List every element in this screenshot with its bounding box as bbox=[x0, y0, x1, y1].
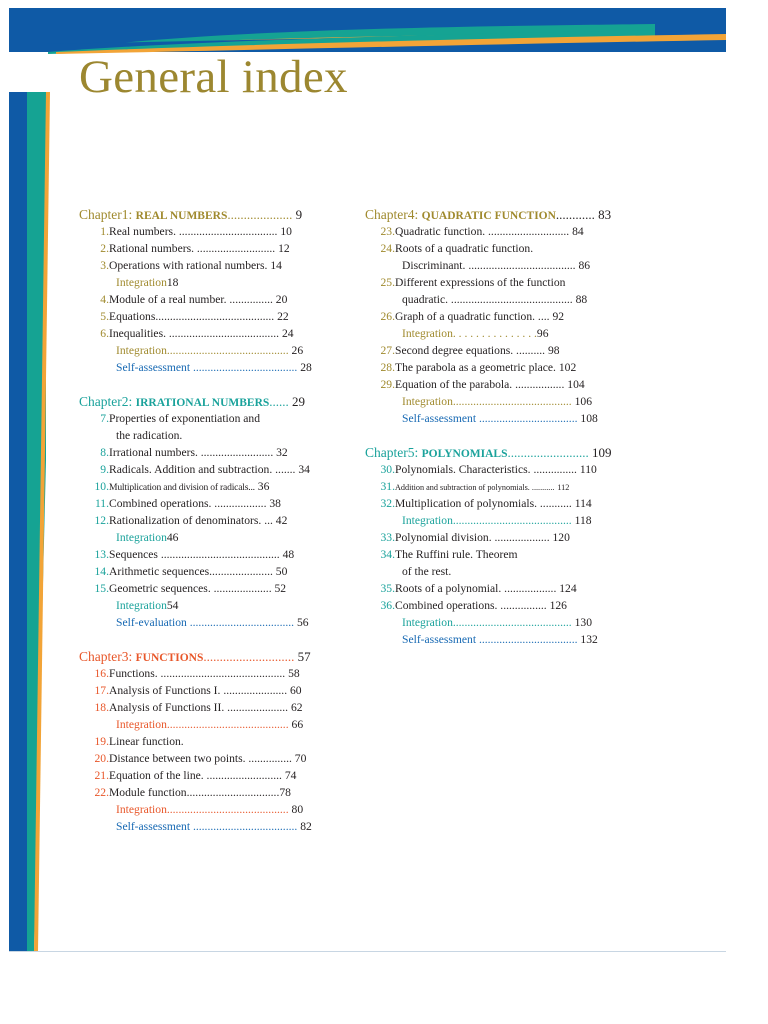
toc-self-assessment[interactable] bbox=[79, 818, 341, 835]
entry-title: Second degree equations. .......... bbox=[395, 344, 546, 357]
toc-entry-10[interactable] bbox=[79, 478, 341, 495]
page-number: 26 bbox=[291, 344, 304, 357]
entry-title: Equation of the line. .......................... bbox=[109, 769, 282, 782]
toc-entry-11[interactable] bbox=[79, 495, 341, 512]
entry-number: 6. bbox=[100, 327, 109, 340]
entry-title: Integration bbox=[116, 531, 167, 544]
page-number: 66 bbox=[291, 718, 304, 731]
entry-title: Self-assessment .................................. bbox=[402, 412, 578, 425]
entry-number: 17. bbox=[94, 684, 109, 697]
toc-entry-4[interactable] bbox=[79, 291, 341, 308]
toc-integration[interactable] bbox=[79, 342, 341, 359]
toc-entry-18[interactable] bbox=[79, 699, 341, 716]
entry-number: 2. bbox=[100, 242, 109, 255]
entry-title: of the rest. bbox=[402, 565, 452, 578]
page-number: 57 bbox=[297, 649, 311, 664]
chapter-name: FUNCTIONS bbox=[135, 652, 204, 664]
page-number: 58 bbox=[288, 667, 300, 680]
entry-title: Rational numbers. ........................... bbox=[109, 242, 276, 255]
toc-entry-8[interactable] bbox=[79, 444, 341, 461]
page-number: 32 bbox=[276, 446, 288, 459]
entry-title: Graph of a quadratic function. .... bbox=[395, 310, 550, 323]
leader-dots: ............................ bbox=[203, 649, 295, 664]
page-number: 50 bbox=[275, 565, 288, 578]
entry-title: Module of a real number. ............... bbox=[109, 293, 273, 306]
page-number: 38 bbox=[269, 497, 281, 510]
entry-title: Equations......................................... bbox=[109, 310, 275, 323]
entry-number: 19. bbox=[94, 735, 109, 748]
sidebar-navy-band bbox=[9, 92, 27, 951]
page-number: 48 bbox=[282, 548, 295, 561]
entry-title: Quadratic function. ............................ bbox=[395, 225, 570, 238]
chapter-number: 4: bbox=[407, 207, 422, 222]
entry-number: 28. bbox=[380, 361, 395, 374]
leader-dots: ......................... bbox=[507, 445, 589, 460]
entry-number: 30. bbox=[380, 463, 395, 476]
toc-entry-26[interactable] bbox=[365, 308, 641, 325]
page-number: 102 bbox=[558, 361, 577, 374]
page-number: 46 bbox=[166, 531, 179, 544]
entry-title: Discriminant. ..................................... bbox=[402, 259, 576, 272]
toc-entry-7-continued[interactable] bbox=[79, 427, 341, 444]
entry-number: 34. bbox=[380, 548, 395, 561]
entry-title: Different expressions of the function bbox=[395, 276, 566, 289]
toc-entry-20[interactable] bbox=[79, 750, 341, 767]
toc-entry-7[interactable] bbox=[79, 410, 341, 427]
toc-integration[interactable] bbox=[79, 597, 341, 614]
entry-number: 27. bbox=[380, 344, 395, 357]
chapter-word: Chapter bbox=[79, 649, 122, 664]
entry-title: Analysis of Functions II. ..................... bbox=[109, 701, 289, 714]
toc-entry-1[interactable] bbox=[79, 223, 341, 240]
toc-entry-14[interactable] bbox=[79, 563, 341, 580]
leader-dots: .................... bbox=[227, 207, 293, 222]
entry-number: 5. bbox=[100, 310, 109, 323]
page-number: 56 bbox=[296, 616, 309, 629]
entry-number: 32. bbox=[380, 497, 395, 510]
page-number: 88 bbox=[575, 293, 588, 306]
entry-title: Radicals. Addition and subtraction. ....... bbox=[109, 463, 296, 476]
toc-self-assessment[interactable] bbox=[365, 410, 641, 427]
chapter-number: 5: bbox=[407, 445, 422, 460]
entry-title: Self-assessment .................................... bbox=[116, 820, 298, 833]
entry-number: 13. bbox=[94, 548, 109, 561]
chapter-2-heading[interactable] bbox=[79, 393, 341, 410]
toc-entry-9[interactable] bbox=[79, 461, 341, 478]
toc-integration[interactable] bbox=[365, 512, 641, 529]
toc-entry-17[interactable] bbox=[79, 682, 341, 699]
toc-integration[interactable] bbox=[365, 614, 641, 631]
toc-entry-5[interactable] bbox=[79, 308, 341, 325]
entry-number: 14. bbox=[94, 565, 109, 578]
entry-title: Properties of exponentiation and bbox=[109, 412, 261, 425]
chapter-number: 2: bbox=[121, 394, 136, 409]
page-number: 78 bbox=[279, 786, 291, 799]
entry-title: Inequalities. ...................................... bbox=[109, 327, 280, 340]
page-bottom-rule bbox=[9, 951, 726, 952]
toc-self-assessment[interactable] bbox=[365, 631, 641, 648]
page-number: 70 bbox=[294, 752, 307, 765]
entry-title: Self-evaluation .................................... bbox=[116, 616, 295, 629]
toc-self-evaluation[interactable] bbox=[79, 614, 341, 631]
entry-title: Integration......................................... bbox=[402, 616, 572, 629]
chapter-number: 1: bbox=[121, 207, 136, 222]
entry-title: Integration. . . . . . . . . . . . . . . bbox=[402, 327, 537, 340]
chapter-4-heading[interactable] bbox=[365, 206, 641, 223]
entry-title: Self-assessment .................................. bbox=[402, 633, 578, 646]
page-number: 24 bbox=[281, 327, 294, 340]
entry-title: Integration bbox=[116, 276, 167, 289]
entry-title: Combined operations. ................ bbox=[395, 599, 547, 612]
entry-number: 26. bbox=[380, 310, 395, 323]
page-number: 34 bbox=[298, 463, 310, 476]
page-number: 84 bbox=[572, 225, 584, 238]
toc-entry-15[interactable] bbox=[79, 580, 341, 597]
entry-title: Integration.......................................... bbox=[116, 344, 289, 357]
page-number: 12 bbox=[278, 242, 290, 255]
entry-title: Functions. ........................................... bbox=[109, 667, 286, 680]
entry-number: 22. bbox=[94, 786, 109, 799]
page-number: 126 bbox=[549, 599, 567, 612]
toc-entry-32[interactable] bbox=[365, 495, 641, 512]
entry-title: Integration......................................... bbox=[402, 514, 572, 527]
page-number: 112 bbox=[557, 483, 570, 492]
entry-number: 8. bbox=[100, 446, 109, 459]
page-number: 28 bbox=[300, 361, 312, 374]
page-number: 120 bbox=[552, 531, 570, 544]
page-number: 22 bbox=[277, 310, 289, 323]
toc-entry-31[interactable] bbox=[365, 478, 641, 495]
page-number: 14 bbox=[270, 259, 282, 272]
entry-title: Operations with rational numbers. bbox=[109, 259, 268, 272]
page-number: 106 bbox=[574, 395, 592, 408]
entry-number: 21. bbox=[94, 769, 109, 782]
entry-title: The parabola as a geometric place. bbox=[395, 361, 556, 374]
entry-title: Real numbers. .................................. bbox=[109, 225, 278, 238]
entry-number: 25. bbox=[380, 276, 395, 289]
toc-entry-24-continued[interactable] bbox=[365, 257, 641, 274]
page-number: 96 bbox=[536, 327, 549, 340]
page-number: 54 bbox=[166, 599, 179, 612]
entry-number: 9. bbox=[100, 463, 109, 476]
toc-integration[interactable] bbox=[79, 529, 341, 546]
chapter-word: Chapter bbox=[365, 207, 408, 222]
chapter-name: REAL NUMBERS bbox=[135, 210, 228, 222]
entry-number: 3. bbox=[100, 259, 109, 272]
entry-title: Distance between two points. ............... bbox=[109, 752, 292, 765]
chapter-word: Chapter bbox=[79, 207, 122, 222]
page-number: 9 bbox=[295, 207, 303, 222]
chapter-name: POLYNOMIALS bbox=[421, 448, 508, 460]
page-number: 52 bbox=[274, 582, 287, 595]
entry-number: 16. bbox=[94, 667, 109, 680]
toc-entry-30[interactable] bbox=[365, 461, 641, 478]
toc-entry-25-continued[interactable] bbox=[365, 291, 641, 308]
toc-entry-24[interactable] bbox=[365, 240, 641, 257]
entry-title: Equation of the parabola. ................. bbox=[395, 378, 565, 391]
entry-number: 24. bbox=[380, 242, 395, 255]
toc-entry-25[interactable] bbox=[365, 274, 641, 291]
page-number: 86 bbox=[578, 259, 591, 272]
toc-entry-6[interactable] bbox=[79, 325, 341, 342]
entry-title: the radication. bbox=[116, 429, 183, 442]
entry-title: Integration bbox=[116, 599, 167, 612]
entry-title: Polynomial division. ................... bbox=[395, 531, 550, 544]
page-number: 18 bbox=[166, 276, 179, 289]
toc-entry-28[interactable] bbox=[365, 359, 641, 376]
entry-number: 36. bbox=[380, 599, 395, 612]
page-number: 114 bbox=[574, 497, 592, 510]
entry-title: Self-assessment .................................... bbox=[116, 361, 298, 374]
toc-entry-2[interactable] bbox=[79, 240, 341, 257]
index-column-right bbox=[365, 206, 641, 648]
toc-entry-33[interactable] bbox=[365, 529, 641, 546]
entry-number: 10. bbox=[94, 480, 109, 493]
entry-title: Geometric sequences. .................... bbox=[109, 582, 272, 595]
entry-title: Combined operations. .................. bbox=[109, 497, 267, 510]
toc-entry-23[interactable] bbox=[365, 223, 641, 240]
entry-title: Irrational numbers. ......................... bbox=[109, 446, 274, 459]
entry-number: 18. bbox=[94, 701, 109, 714]
chapter-1-heading[interactable] bbox=[79, 206, 341, 223]
entry-title: Polynomials. Characteristics. ............... bbox=[395, 463, 577, 476]
page-number: 36 bbox=[257, 480, 270, 493]
toc-integration[interactable] bbox=[365, 325, 641, 342]
toc-integration[interactable] bbox=[79, 801, 341, 818]
chapter-name: QUADRATIC FUNCTION bbox=[421, 210, 556, 222]
toc-entry-22[interactable] bbox=[79, 784, 341, 801]
page-number: 80 bbox=[291, 803, 304, 816]
entry-number: 20. bbox=[94, 752, 109, 765]
entry-number: 15. bbox=[94, 582, 109, 595]
entry-number: 33. bbox=[380, 531, 395, 544]
entry-title: Roots of a polynomial. .................. bbox=[395, 582, 557, 595]
leader-dots: ...... bbox=[269, 394, 289, 409]
chapter-3-heading[interactable] bbox=[79, 648, 341, 665]
entry-number: 12. bbox=[94, 514, 109, 527]
toc-entry-19[interactable] bbox=[79, 733, 341, 750]
page-number: 74 bbox=[284, 769, 297, 782]
entry-title: Multiplication and division of radicals... bbox=[109, 482, 255, 493]
page-number: 83 bbox=[598, 207, 612, 222]
entry-title: Integration.......................................... bbox=[116, 718, 289, 731]
page-number: 132 bbox=[580, 633, 598, 646]
entry-title: Integration......................................... bbox=[402, 395, 572, 408]
index-column-left bbox=[79, 206, 341, 835]
page-number: 124 bbox=[559, 582, 577, 595]
entry-title: Sequences ......................................... bbox=[109, 548, 280, 561]
page-number: 118 bbox=[574, 514, 592, 527]
toc-entry-13[interactable] bbox=[79, 546, 341, 563]
entry-title: The Ruffini rule. Theorem bbox=[395, 548, 518, 561]
toc-entry-34[interactable] bbox=[365, 546, 641, 563]
toc-entry-27[interactable] bbox=[365, 342, 641, 359]
entry-title: Rationalization of denominators. ... bbox=[109, 514, 273, 527]
toc-self-assessment[interactable] bbox=[79, 359, 341, 376]
page-number: 110 bbox=[579, 463, 597, 476]
entry-number: 35. bbox=[380, 582, 395, 595]
toc-entry-35[interactable] bbox=[365, 580, 641, 597]
chapter-word: Chapter bbox=[79, 394, 122, 409]
page-title: General index bbox=[79, 51, 348, 103]
chapter-name: IRRATIONAL NUMBERS bbox=[135, 397, 270, 409]
chapter-word: Chapter bbox=[365, 445, 408, 460]
entry-number: 31. bbox=[380, 480, 395, 493]
entry-title: Analysis of Functions I. ...................... bbox=[109, 684, 288, 697]
toc-integration[interactable] bbox=[365, 393, 641, 410]
entry-number: 29. bbox=[380, 378, 395, 391]
toc-entry-3[interactable] bbox=[79, 257, 341, 274]
entry-number: 7. bbox=[100, 412, 109, 425]
page-number: 60 bbox=[290, 684, 302, 697]
page-number: 62 bbox=[290, 701, 303, 714]
toc-integration[interactable] bbox=[79, 274, 341, 291]
entry-title: Multiplication of polynomials. ........... bbox=[395, 497, 572, 510]
entry-title: Linear function. bbox=[109, 735, 184, 748]
entry-title: Integration.......................................... bbox=[116, 803, 289, 816]
page-number: 10 bbox=[280, 225, 292, 238]
page-number: 104 bbox=[567, 378, 585, 391]
page-number: 42 bbox=[275, 514, 288, 527]
toc-entry-16[interactable] bbox=[79, 665, 341, 682]
entry-title: Roots of a quadratic function. bbox=[395, 242, 534, 255]
entry-title: Module function................................ bbox=[109, 786, 280, 799]
toc-entry-36[interactable] bbox=[365, 597, 641, 614]
chapter-number: 3: bbox=[121, 649, 136, 664]
page-number: 108 bbox=[580, 412, 598, 425]
page-number: 20 bbox=[275, 293, 288, 306]
entry-number: 4. bbox=[100, 293, 109, 306]
entry-title: Arithmetic sequences...................... bbox=[109, 565, 273, 578]
page-number: 29 bbox=[292, 394, 306, 409]
page-number: 92 bbox=[552, 310, 565, 323]
toc-entry-29[interactable] bbox=[365, 376, 641, 393]
toc-entry-21[interactable] bbox=[79, 767, 341, 784]
chapter-5-heading[interactable] bbox=[365, 444, 641, 461]
page-number: 130 bbox=[574, 616, 592, 629]
entry-number: 1. bbox=[100, 225, 109, 238]
toc-entry-12[interactable] bbox=[79, 512, 341, 529]
entry-number: 11. bbox=[94, 497, 109, 510]
page-number: 109 bbox=[591, 445, 612, 460]
toc-entry-34-continued[interactable] bbox=[365, 563, 641, 580]
entry-number: 23. bbox=[380, 225, 395, 238]
leader-dots: ............ bbox=[555, 207, 595, 222]
entry-title: Addition and subtraction of polynomials. ........... bbox=[395, 483, 555, 492]
toc-integration[interactable] bbox=[79, 716, 341, 733]
page-number: 82 bbox=[300, 820, 312, 833]
entry-title: quadratic. .......................................... bbox=[402, 293, 573, 306]
page-number: 98 bbox=[547, 344, 560, 357]
